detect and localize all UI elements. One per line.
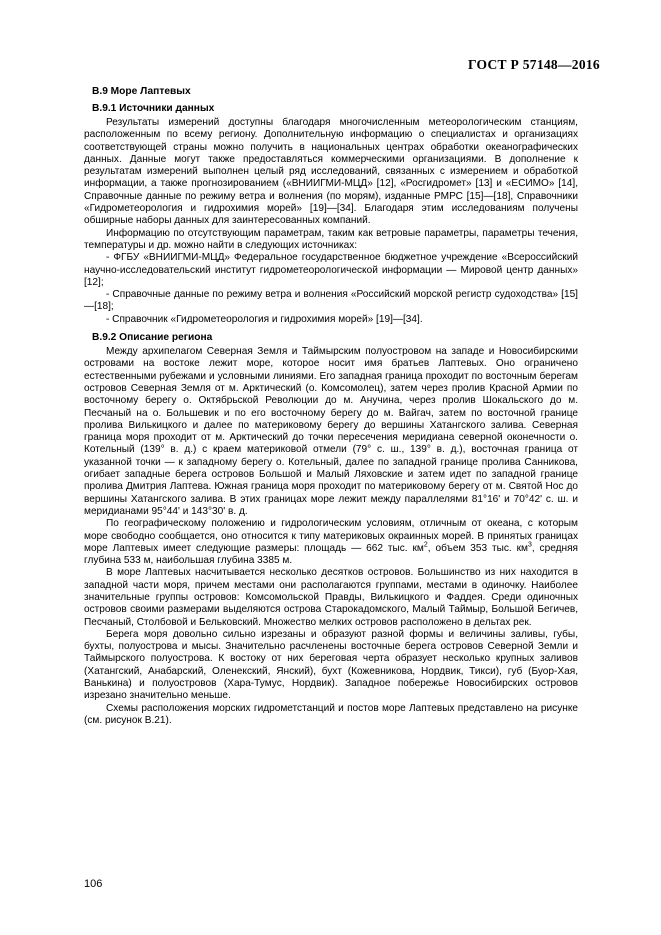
section-heading-b9: В.9 Море Лаптевых (92, 86, 191, 97)
dimensions-superscript-2: 3 (527, 541, 532, 549)
dimensions-superscript-1: 2 (423, 541, 428, 549)
dimensions-text-part-3: , средняя глубина 533 м, наибольшая глубина 3385 м. (84, 542, 578, 567)
list-item-source-2: - Справочные данные по режиму ветра и волнения «Российский морской регистр судоходства» [15]—[18]; (84, 289, 578, 313)
section-heading-b9-2: В.9.2 Описание региона (92, 332, 213, 344)
document-header: ГОСТ Р 57148—2016 (467, 57, 600, 72)
paragraph-islands: В море Лаптевых насчитывается несколько десятков островов. Большинство из них находится в западной части моря, причем местами они располагаются группами, местами в одиночку. Наиболее значительные группы островов: Комсомольской Правды, Вилькицкого и Фаддея. Среди одиночных островов своими размерами выделяются острова Старокадомского, Малый Таймыр, Большой Бегичев, Песчаный, Столбовой и Бельковский. Множество мелких островов расположено в дельтах рек. (84, 567, 578, 628)
paragraph-coastline: Берега моря довольно сильно изрезаны и образуют разной формы и величины заливы, губы, бухты, полуострова и мысы. Значительно расчленены восточные берега островов Северной Земли и Таймырского полуострова. К востоку от них береговая черта образует несколько крупных заливов (Хатангский, Анабарский, Оленекский, Янский), бухт (Кожевникова, Нордвик, Тикси), губ (Буор-Хая, Ванькина) и полуостровов (Хара-Тумус, Нордвик). Западное побережье Новосибирских островов изрезано значительно меньше. (84, 628, 578, 702)
paragraph-dimensions (84, 518, 578, 567)
paragraph-missing-params: Информацию по отсутствующим параметрам, таким как ветровые параметры, параметры течения, температуры и др. можно найти в следующих источниках: (84, 227, 578, 251)
list-item-source-1: - ФГБУ «ВНИИГМИ-МЦД» Федеральное государственное бюджетное учреждение «Всероссийский научно-исследовательский институт гидрометеорологической информации — Мировой центр данных» [12]; (84, 252, 578, 288)
section-heading-b9-1: В.9.1 Источники данных (92, 103, 215, 114)
page-number: 106 (84, 878, 103, 890)
list-item-source-3: - Справочник «Гидрометеорология и гидрохимия морей» [19]—[34]. (106, 313, 423, 325)
paragraph-figure-reference: Схемы расположения морских гидрометстанций и постов море Лаптевых представлено на рисунке (см. рисунок В.21). (84, 702, 578, 726)
paragraph-region-boundaries: Между архипелагом Северная Земля и Таймырским полуостровом на западе и Новосибирскими островами на востоке лежит море, которое носит имя братьев Лаптевых. Оно ограничено естественными рубежами и условными линиями. Его западная граница проходит по восточным берегам островов Северная Земля от м. Арктический (о. Комсомолец), затем через пролив Красной Армии по восточному берегу о. Октябрьской Революции до м. Анучина, через пролив Шокальского до м. Песчаный на о. Большевик и по его восточному берегу до м. Вайгач, затем по восточной границе пролива Вилькицкого и далее по материковому берегу до вершины Хатангского залива. Северная граница моря проходит от м. Арктический до точки пересечения меридиана северной оконечности о. Котельный (139° в. д.) с краем материковой отмели (79° с. ш., 139° в. д.), восточная граница от указанной точки — к западному берегу о. Котельный, далее по западной границе пролива Санникова, огибает западные берега островов Большой и Малый Ляховские и затем идет по западной границе пролива Дмитрия Лаптева. Южная граница моря проходит по материковому берегу от м. Святой Нос до вершины Хатангского залива. В этих границах море лежит между параллелями 81°16' и 70°42' с. ш. и меридианами 95°44' и 143°30' в. д. (84, 346, 578, 517)
document-body (84, 86, 578, 727)
paragraph-sources-intro: Результаты измерений доступны благодаря многочисленным метеорологическим станциям, расположенным по всему региону. Дополнительную информацию о специалистах и организациях соответствующей страны можно получить в национальных центрах обработки океанографических данных. Данные могут также предоставляться коммерческими организациями. В дополнение к результатам измерений выполнен целый ряд исследований, связанных с измерением и обработкой информации, а также прогнозированием («ВНИИГМИ-МЦД» [12], «Росгидромет» [13] и «ЕСИМО» [14], Справочные данные по режиму ветра и волнения (по морям), изданные РМРС [15]—[18], Справочники «Гидрометеорология и гидрохимия морей» [19]—[34]. Благодаря этим исследованиям получены обширные наборы данных для заинтересованных компаний. (84, 117, 578, 227)
dimensions-text-part-1: По географическому положению и гидрологическим условиям, отличным от океана, с которым море свободно сообщается, оно относится к типу материковых окраинных морей. В принятых границах море Лаптевых имеет следующие размеры: площадь — 662 тыс. км (84, 518, 578, 554)
dimensions-text-part-2: , объем 353 тыс. км (427, 542, 528, 554)
